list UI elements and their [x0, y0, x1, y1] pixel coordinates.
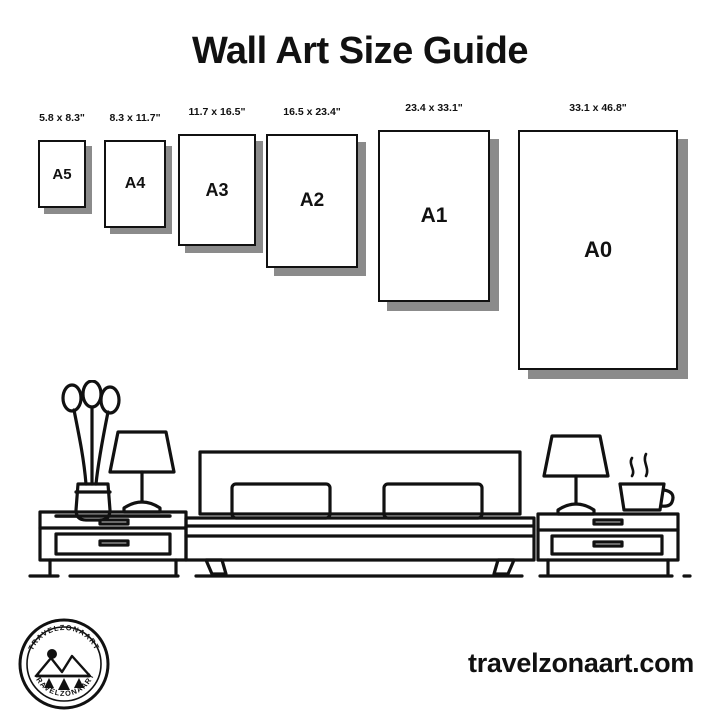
frame-label-a2: A2	[299, 190, 325, 211]
logo-arc-text-bottom: TRAVELZONAART	[31, 671, 97, 699]
frame-label-a0: A0	[583, 237, 613, 262]
bedroom-scene-illustration	[0, 380, 720, 610]
frame-dimension-label-a3: 11.7 x 16.5"	[188, 106, 246, 118]
bed	[186, 452, 534, 574]
frame-a5	[38, 140, 86, 208]
frame-a1	[378, 130, 490, 302]
logo-arc-text-top: TRAVELZONAART	[26, 622, 102, 652]
frame-dimension-label-a2: 16.5 x 23.4"	[283, 106, 341, 118]
frame-label-a1: A1	[420, 204, 448, 227]
frame-a4	[104, 140, 166, 228]
frame-a2	[266, 134, 358, 268]
page-title: Wall Art Size Guide	[191, 30, 529, 72]
vase-with-flowers	[63, 381, 119, 520]
footer	[0, 610, 720, 720]
frame-label-a4: A4	[124, 175, 146, 192]
frame-a3	[178, 134, 256, 246]
frame-dimension-label-a0: 33.1 x 46.8"	[569, 102, 627, 114]
frame-label-a5: A5	[52, 165, 72, 183]
frame-dimension-label-a5: 5.8 x 8.3"	[39, 112, 85, 124]
left-nightstand	[40, 512, 186, 574]
size-chart	[0, 102, 720, 392]
left-table-lamp	[110, 432, 174, 512]
brand-logo	[18, 618, 110, 710]
bedroom-scene-svg	[0, 380, 720, 610]
frame-dimension-label-a4: 8.3 x 11.7"	[109, 112, 161, 124]
frame-label-a3: A3	[205, 179, 229, 200]
right-table-lamp	[544, 436, 608, 514]
frame-a0	[518, 130, 678, 370]
right-nightstand	[538, 514, 678, 574]
brand-logo-icon	[18, 618, 110, 710]
coffee-cup	[620, 454, 673, 510]
frame-dimension-label-a1: 23.4 x 33.1"	[405, 102, 463, 114]
website-url: travelzonaart.com	[468, 648, 694, 678]
